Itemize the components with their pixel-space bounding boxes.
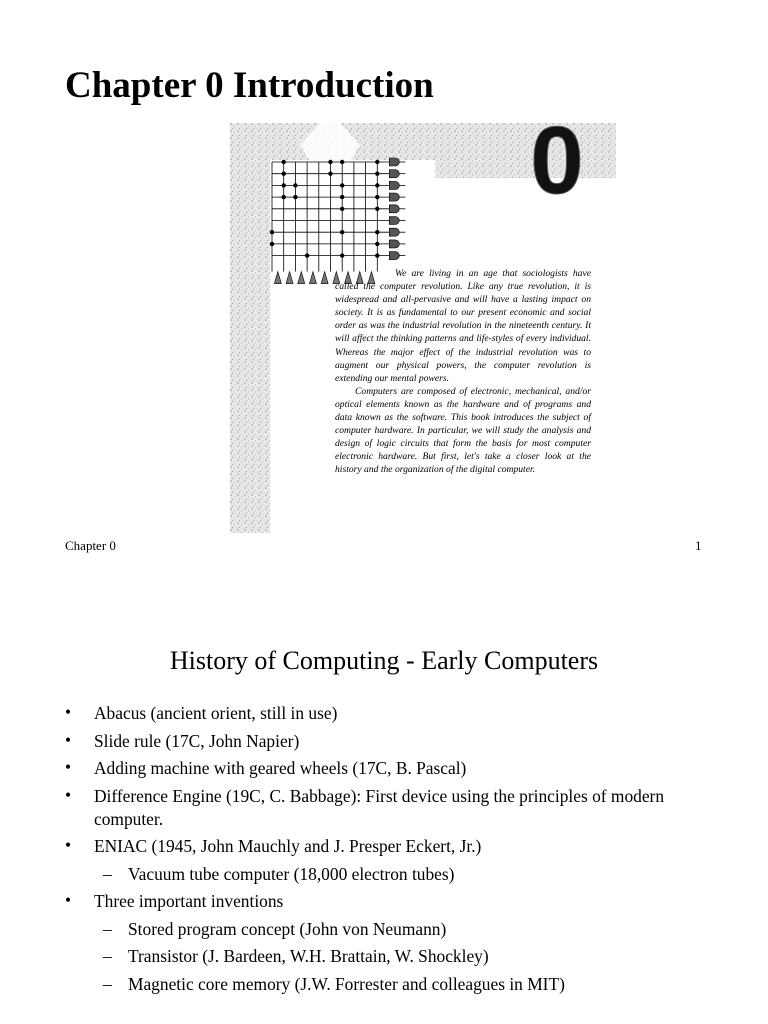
dash-marker: –	[103, 863, 112, 884]
bullet-marker: •	[65, 890, 72, 910]
bullet-text: Magnetic core memory (J.W. Forrester and colleagues in MIT)	[128, 973, 565, 994]
intro-paragraph-2: Computers are composed of electronic, mechanical, and/or optical elements known as the hardware and of programs and data known as the software. This book introduces the subject of computer hardware. In particular, we will study the analysis and design of logic circuits that form the basis for most computer electronic hardware. But first, let's take a closer look at the history and the organization of the digital computer.	[335, 385, 591, 476]
history-bullet-list	[65, 702, 705, 1000]
bullet-item	[65, 730, 705, 753]
bullet-text: Vacuum tube computer (18,000 electron tubes)	[128, 863, 455, 884]
bullet-marker: •	[65, 835, 72, 855]
bullet-text: Stored program concept (John von Neumann)	[128, 918, 447, 939]
dash-marker: –	[103, 918, 112, 939]
chapter-opener-figure	[230, 123, 616, 533]
bullet-marker: •	[65, 757, 72, 777]
bullet-item	[65, 890, 705, 913]
footer-chapter-label: Chapter 0	[65, 538, 116, 553]
bullet-text: Three important inventions	[94, 891, 284, 911]
page-number: 1	[695, 538, 702, 553]
dash-marker: –	[103, 946, 112, 966]
bullet-text: Adding machine with geared wheels (17C, B. Pascal)	[94, 758, 467, 778]
bullet-text: Transistor (J. Bardeen, W.H. Brattain, W. Shockley)	[128, 946, 489, 966]
slide-title-history: History of Computing - Early Computers	[169, 646, 599, 675]
bullet-text: Slide rule (17C, John Napier)	[94, 730, 300, 751]
bullet-text: Difference Engine (19C, C. Babbage): First device using the principles of modern computer.	[94, 785, 665, 829]
chapter-numeral: 0	[530, 123, 584, 214]
dash-marker: –	[103, 973, 112, 994]
bullet-item	[65, 835, 705, 858]
bullet-marker: •	[65, 784, 72, 805]
bullet-marker: •	[65, 702, 72, 722]
bullet-text: Abacus (ancient orient, still in use)	[94, 703, 338, 723]
intro-paragraph-1: We are living in an age that sociologists have called the computer revolution. Like any true revolution, it is widespread and all-pervasive and will have a lasting impact on society. It is as fundamental to our present economic and social order as was the industrial revolution in the nineteenth century. It will affect the thinking patterns and life-styles of every individual. Whereas the major effect of the industrial revolution was to augment our physical powers, the computer revolution is extending our mental powers.	[335, 268, 591, 384]
bullet-text: ENIAC (1945, John Mauchly and J. Presper Eckert, Jr.)	[94, 836, 482, 856]
bullet-item	[65, 702, 705, 725]
slide-title: Chapter 0 Introduction	[65, 65, 434, 106]
bullet-marker: •	[65, 729, 72, 750]
sub-bullet-item	[65, 918, 705, 941]
sub-bullet-item	[65, 973, 705, 996]
sub-bullet-item	[65, 863, 705, 886]
sub-bullet-item	[65, 945, 705, 968]
chapter-intro-text	[335, 267, 591, 477]
bullet-item	[65, 757, 705, 780]
bullet-item	[65, 785, 705, 831]
